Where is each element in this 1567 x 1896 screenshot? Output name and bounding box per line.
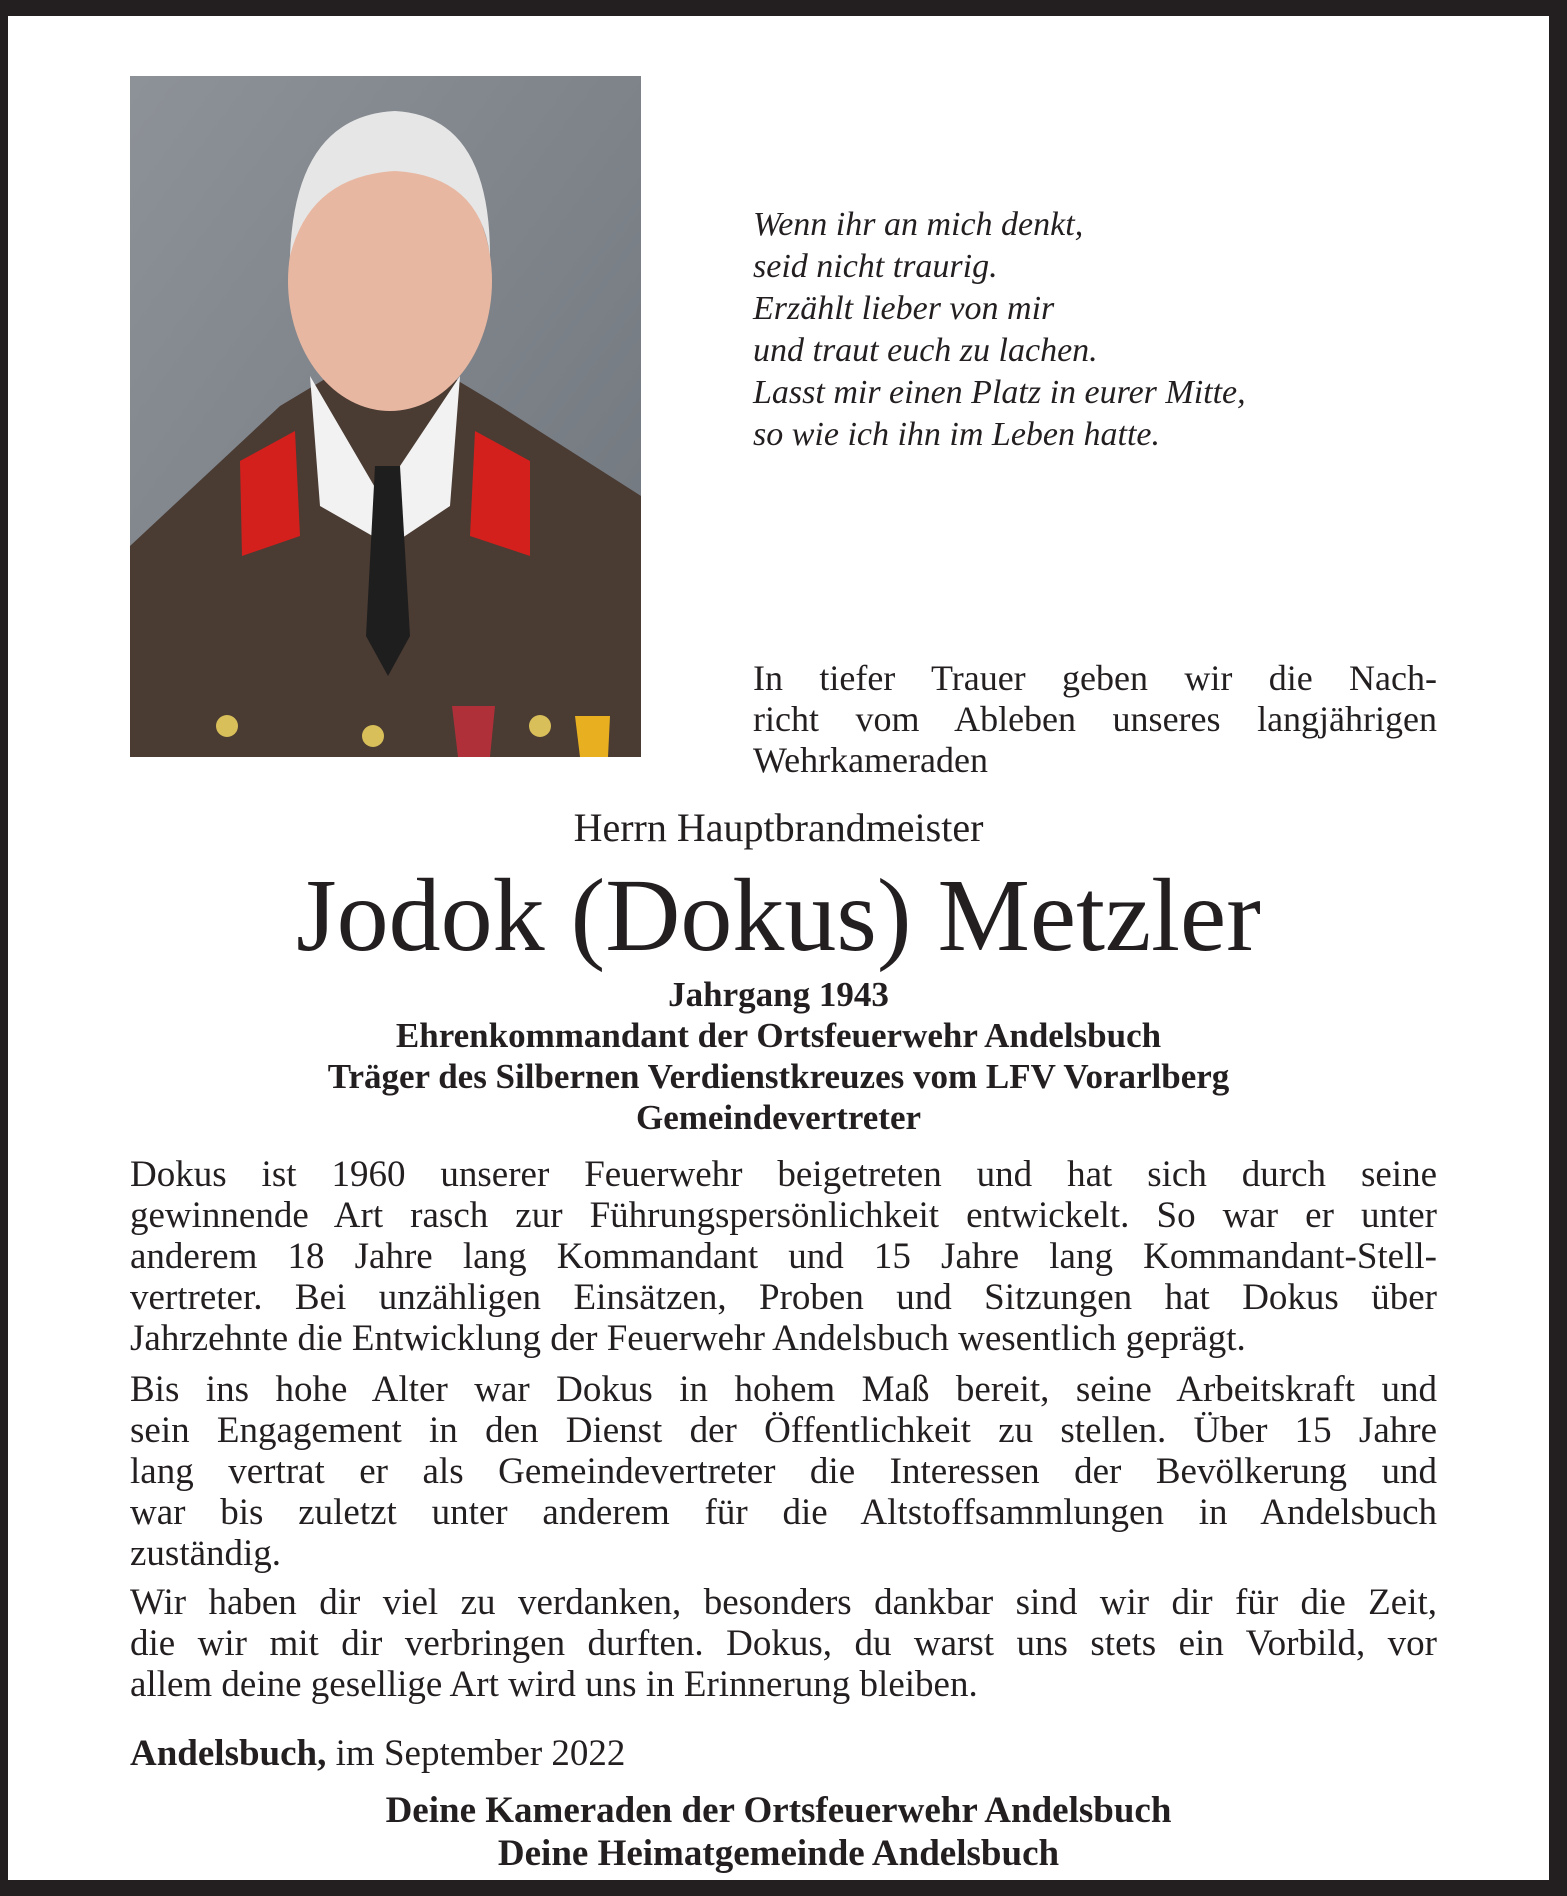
poem-line: und traut euch zu lachen. bbox=[753, 332, 1098, 369]
poem-line: seid nicht traurig. bbox=[753, 248, 998, 285]
portrait-photo bbox=[130, 76, 641, 757]
subtitles bbox=[8, 974, 1549, 1138]
place: Andelsbuch, bbox=[130, 1733, 327, 1774]
intro-text bbox=[753, 658, 1437, 781]
intro-line: Wehrkameraden bbox=[753, 740, 988, 780]
body-line: zuständig. bbox=[130, 1533, 282, 1574]
subtitle-line: Jahrgang 1943 bbox=[668, 975, 889, 1014]
body-line: lang vertrat er als Gemeindevertreter die Interessen der Bevölkerung und bbox=[130, 1451, 1437, 1492]
subtitle-line: Gemeindevertreter bbox=[635, 1098, 922, 1137]
salutation: Herrn Hauptbrandmeister bbox=[573, 805, 984, 850]
body-line: allem deine gesellige Art wird uns in Erinnerung bleiben. bbox=[130, 1664, 978, 1705]
date: im September 2022 bbox=[335, 1733, 626, 1774]
poem-line: Erzählt lieber von mir bbox=[753, 290, 1055, 327]
paragraph-1 bbox=[130, 1154, 1437, 1359]
place-date bbox=[130, 1732, 625, 1775]
intro-line: richt vom Ableben unseres langjährigen bbox=[753, 699, 1437, 739]
poem-line: so wie ich ihn im Leben hatte. bbox=[753, 416, 1161, 453]
body-line: Jahrzehnte die Entwicklung der Feuerwehr Andelsbuch wesentlich geprägt. bbox=[130, 1318, 1246, 1359]
obituary-page bbox=[8, 16, 1549, 1880]
signature-line: Deine Heimatgemeinde Andelsbuch bbox=[497, 1833, 1060, 1874]
body-line: Dokus ist 1960 unserer Feuerwehr beigetreten und hat sich durch seine bbox=[130, 1154, 1437, 1195]
deceased-name: Jodok (Dokus) Metzler bbox=[296, 858, 1261, 973]
intro-line: In tiefer Trauer geben wir die Nach- bbox=[753, 658, 1437, 698]
body-line: war bis zuletzt unter anderem für die Altstoffsammlungen in Andelsbuch bbox=[130, 1492, 1437, 1533]
paragraph-3 bbox=[130, 1582, 1437, 1705]
poem bbox=[753, 204, 1246, 456]
body-line: vertreter. Bei unzähligen Einsätzen, Proben und Sitzungen hat Dokus über bbox=[130, 1277, 1437, 1318]
poem-line: Wenn ihr an mich denkt, bbox=[753, 206, 1084, 243]
body-line: Wir haben dir viel zu verdanken, besonders dankbar sind wir dir für die Zeit, bbox=[130, 1582, 1437, 1623]
signature-line: Deine Kameraden der Ortsfeuerwehr Andelsbuch bbox=[385, 1790, 1172, 1831]
body-line: Bis ins hohe Alter war Dokus in hohem Maß bereit, seine Arbeitskraft und bbox=[130, 1369, 1437, 1410]
signatures bbox=[8, 1789, 1549, 1875]
paragraph-2 bbox=[130, 1369, 1437, 1574]
body-line: anderem 18 Jahre lang Kommandant und 15 Jahre lang Kommandant-Stell- bbox=[130, 1236, 1437, 1277]
body-line: sein Engagement in den Dienst der Öffentlichkeit zu stellen. Über 15 Jahre bbox=[130, 1410, 1437, 1451]
subtitle-line: Ehrenkommandant der Ortsfeuerwehr Andelsbuch bbox=[395, 1016, 1162, 1055]
poem-line: Lasst mir einen Platz in eurer Mitte, bbox=[753, 374, 1246, 411]
body-line: gewinnende Art rasch zur Führungspersönlichkeit entwickelt. So war er unter bbox=[130, 1195, 1437, 1236]
subtitle-line: Träger des Silbernen Verdienstkreuzes vom LFV Vorarlberg bbox=[327, 1057, 1230, 1096]
body-line: die wir mit dir verbringen durften. Dokus, du warst uns stets ein Vorbild, vor bbox=[130, 1623, 1437, 1664]
